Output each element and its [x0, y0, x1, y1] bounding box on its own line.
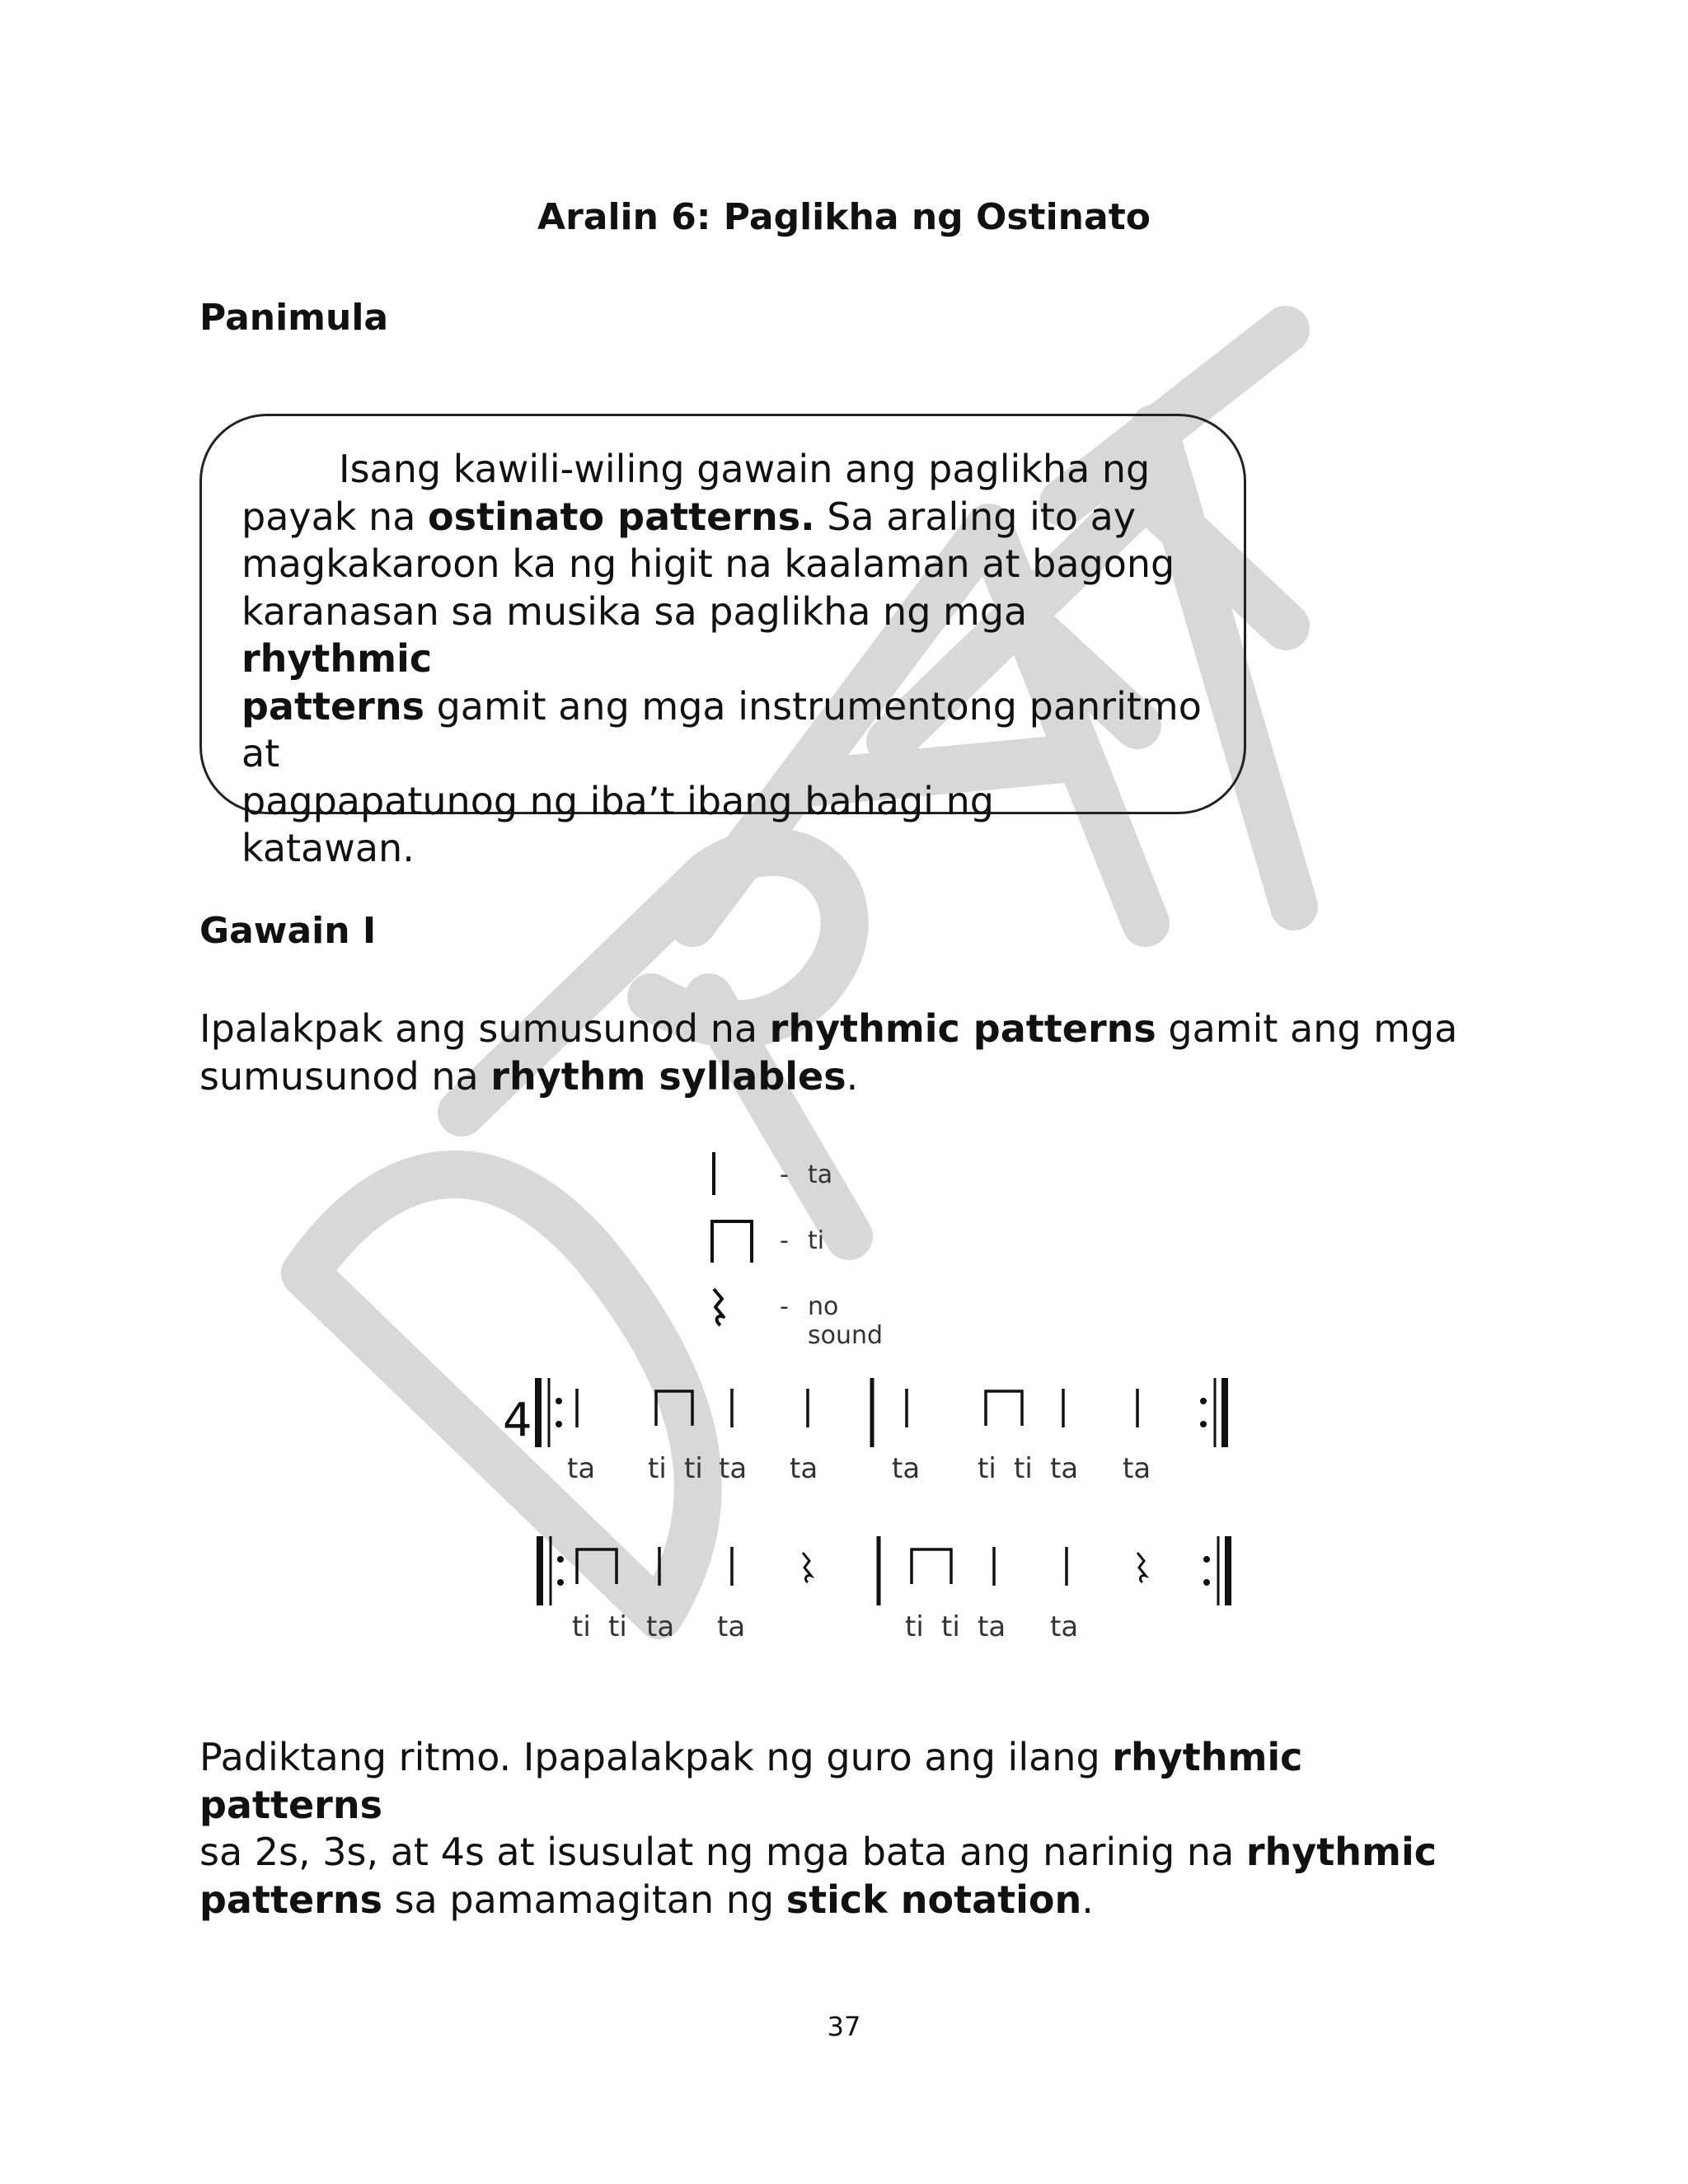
instruction-text: Ipalakpak ang sumusunod na — [199, 1006, 770, 1051]
syllable: ti — [1014, 1452, 1033, 1485]
paragraph-text: Padiktang ritmo. Ipapalakpak ng guro ang ilang — [199, 1735, 1113, 1779]
legend-label: no sound — [808, 1292, 884, 1350]
syllable: ta — [1123, 1452, 1151, 1485]
syllable: ta — [567, 1452, 596, 1485]
intro-line: pagpapatunog ng iba’t ibang bahagi ng — [241, 778, 994, 823]
syllable: ta — [646, 1610, 675, 1643]
section-heading-panimula: Panimula — [199, 297, 389, 339]
instruction-text: gamit ang mga — [1156, 1006, 1458, 1051]
syllable: ta — [1050, 1610, 1079, 1643]
intro-line: payak na — [241, 494, 429, 539]
instruction-text: sumusunod na — [199, 1053, 491, 1099]
bold-term: rhythmic — [241, 636, 433, 681]
end-repeat-sign — [1200, 1378, 1225, 1447]
syllable: ta — [978, 1610, 1006, 1643]
syllable: ti — [905, 1610, 924, 1643]
paragraph-text: . — [1081, 1877, 1094, 1922]
syllable: ta — [790, 1452, 818, 1485]
eighth-notes — [656, 1391, 692, 1426]
syllable: ti — [978, 1452, 996, 1485]
bold-term: ostinato patterns. — [428, 494, 815, 539]
page-number: 37 — [827, 2011, 861, 2042]
syllable: ta — [892, 1452, 921, 1485]
eighth-notes — [577, 1549, 617, 1584]
legend-dash: - — [780, 1160, 789, 1189]
paragraph-text: sa pamamagitan ng — [382, 1877, 786, 1922]
line1-notes-measure2 — [907, 1389, 1137, 1427]
intro-line: katawan. — [241, 826, 415, 870]
bold-term: rhythmic patterns — [769, 1006, 1156, 1051]
intro-line: karanasan sa musika sa paglikha ng mga — [241, 588, 1028, 634]
syllable: ta — [717, 1610, 746, 1643]
syllable: ti — [648, 1452, 667, 1485]
syllable: ta — [719, 1452, 748, 1485]
eighth-notes — [912, 1549, 951, 1584]
intro-line: gamit ang mga instrumentong panritmo at — [241, 683, 1202, 776]
lesson-title: Aralin 6: Paglikha ng Ostinato — [537, 196, 1151, 238]
paragraph-text: sa 2s, 3s, at 4s at isusulat ng mga bata ang narinig na — [199, 1830, 1246, 1874]
syllable: ti — [684, 1452, 703, 1485]
intro-line: magkakaroon ka ng higit na kaalaman at bagong — [241, 541, 1175, 586]
legend-label: ti — [808, 1226, 825, 1255]
quarter-rest — [1137, 1553, 1146, 1582]
time-signature: 4 — [503, 1394, 532, 1447]
intro-line: Sa araling ito ay — [814, 494, 1137, 539]
syllable: ti — [941, 1610, 960, 1643]
syllable: ti — [572, 1610, 591, 1643]
bold-term: rhythm syllables — [490, 1053, 846, 1099]
line2-notes-measure2 — [912, 1547, 1146, 1586]
legend-dash: - — [780, 1292, 789, 1321]
line1-notes — [577, 1389, 808, 1427]
bold-term: stick notation — [785, 1877, 1082, 1922]
quarter-rest — [803, 1553, 811, 1582]
start-repeat-sign — [538, 1378, 562, 1447]
syllable: ta — [1050, 1452, 1079, 1485]
section-heading-gawain: Gawain I — [199, 910, 377, 952]
line2-notes — [577, 1547, 811, 1586]
start-repeat-sign — [540, 1536, 564, 1605]
legend-label: ta — [808, 1160, 833, 1189]
instruction-text: . — [846, 1053, 859, 1099]
intro-line: Isang kawili-wiling gawain ang paglikha ng — [339, 447, 1151, 491]
legend-dash: - — [780, 1226, 789, 1255]
syllable: ti — [608, 1610, 627, 1643]
bold-term: patterns — [199, 1877, 382, 1922]
end-repeat-sign — [1203, 1536, 1228, 1605]
padiktang-paragraph — [199, 1734, 1485, 1924]
bold-term: rhythmic — [1245, 1830, 1437, 1874]
bold-term: rhythmic patterns — [199, 1735, 1303, 1827]
bold-term: patterns — [241, 683, 424, 729]
eighth-notes — [986, 1391, 1022, 1426]
